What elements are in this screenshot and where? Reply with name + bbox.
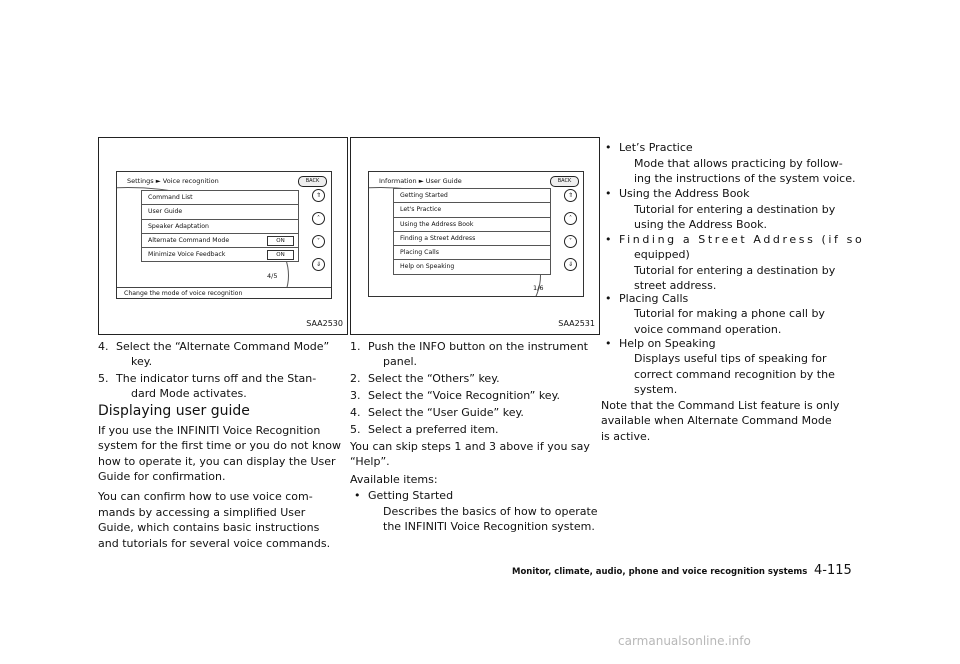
bullet-icon: • <box>605 141 612 154</box>
menu-item-lets-practice: Let's Practice <box>393 202 551 216</box>
page-up-icon: ⇑ <box>564 189 577 202</box>
step-text: The indicator turns off and the Stan- <box>116 372 317 385</box>
paragraph-line: how to operate it, you can display the User <box>98 455 336 468</box>
step-number: 1. <box>350 340 361 353</box>
bullet-desc: Tutorial for entering a destination by <box>634 203 836 216</box>
bullet-icon: • <box>605 187 612 200</box>
bullet-desc: Describes the basics of how to operate <box>383 505 598 518</box>
bullet-icon: • <box>354 489 361 502</box>
status-bar: Change the mode of voice recognition <box>117 287 331 298</box>
bullet-title: Using the Address Book <box>619 187 750 200</box>
screen-header: Settings ► Voice recognition <box>127 177 219 185</box>
figure-label: SAA2530 <box>306 319 343 328</box>
screen-display <box>368 171 584 297</box>
screen-display <box>116 171 332 299</box>
screen-header: Information ► User Guide <box>379 177 462 185</box>
page-indicator: 4/5 <box>267 272 278 280</box>
step-text: Select the “Alternate Command Mode” <box>116 340 330 353</box>
figure-voice-recognition-settings <box>98 137 348 335</box>
footer-section-title: Monitor, climate, audio, phone and voice recognition systems <box>512 567 808 577</box>
page-indicator: 1/6 <box>533 284 544 292</box>
bullet-title: Help on Speaking <box>619 337 716 350</box>
step-number: 2. <box>350 372 361 385</box>
step-text: panel. <box>383 355 418 368</box>
paragraph-line: “Help”. <box>350 455 390 468</box>
bullet-title: Placing Calls <box>619 292 689 305</box>
step-text: Select a preferred item. <box>368 423 499 436</box>
menu-item-finding-street-address: Finding a Street Address <box>393 231 551 245</box>
bullet-title: Finding a Street Address (if so <box>619 233 865 246</box>
paragraph-line: Guide for confirmation. <box>98 470 226 483</box>
step-number: 3. <box>350 389 361 402</box>
menu-list <box>141 190 299 262</box>
bullet-desc: Tutorial for making a phone call by <box>634 307 825 320</box>
scroll-buttons <box>564 189 578 281</box>
paragraph-line: system for the first time or you do not know <box>98 439 342 452</box>
bullet-desc: ing the instructions of the system voice. <box>634 172 856 185</box>
paragraph-line: and tutorials for several voice commands. <box>98 537 331 550</box>
step-text: dard Mode activates. <box>131 387 247 400</box>
bullet-desc: system. <box>634 383 678 396</box>
page-down-icon: ⇓ <box>564 258 577 271</box>
note-line: is active. <box>601 430 651 443</box>
bullet-title: equipped) <box>634 248 690 261</box>
paragraph-line: mands by accessing a simplified User <box>98 506 306 519</box>
bullet-desc: correct command recognition by the <box>634 368 835 381</box>
note-line: available when Alternate Command Mode <box>601 414 832 427</box>
step-number: 4. <box>350 406 361 419</box>
page-down-icon: ⇓ <box>312 258 325 271</box>
watermark: carmanualsonline.info <box>618 634 751 648</box>
bullet-desc: Tutorial for entering a destination by <box>634 264 836 277</box>
scroll-up-icon: ˄ <box>312 212 325 225</box>
menu-item-speaker-adaptation: Speaker Adaptation <box>141 219 299 233</box>
back-button: BACK <box>550 176 579 187</box>
menu-item-minimize-voice-feedback: Minimize Voice Feedback ON <box>141 247 299 262</box>
figure-user-guide <box>350 137 600 335</box>
section-heading: Displaying user guide <box>98 403 250 419</box>
step-text: Select the “Others” key. <box>368 372 500 385</box>
menu-item-using-address-book: Using the Address Book <box>393 217 551 231</box>
step-text: key. <box>131 355 153 368</box>
menu-item-alternate-command-mode: Alternate Command Mode ON <box>141 233 299 247</box>
step-number: 5. <box>98 372 109 385</box>
menu-item-command-list: Command List <box>141 190 299 204</box>
available-items-label: Available items: <box>350 473 438 486</box>
step-text: Select the “User Guide” key. <box>368 406 524 419</box>
step-number: 4. <box>98 340 109 353</box>
scroll-down-icon: ˅ <box>312 235 325 248</box>
bullet-desc: street address. <box>634 279 717 292</box>
paragraph-line: If you use the INFINITI Voice Recognition <box>98 424 321 437</box>
menu-item-help-on-speaking: Help on Speaking <box>393 259 551 274</box>
bullet-title: Let’s Practice <box>619 141 693 154</box>
on-indicator: ON <box>267 250 294 260</box>
step-number: 5. <box>350 423 361 436</box>
scroll-buttons <box>312 189 326 281</box>
bullet-desc: Displays useful tips of speaking for <box>634 352 827 365</box>
bullet-icon: • <box>605 292 612 305</box>
bullet-icon: • <box>605 337 612 350</box>
page-number: 4-115 <box>814 563 852 578</box>
on-indicator: ON <box>267 236 294 246</box>
scroll-down-icon: ˅ <box>564 235 577 248</box>
bullet-icon: • <box>605 233 612 246</box>
paragraph-line: You can skip steps 1 and 3 above if you say <box>350 440 590 453</box>
menu-item-placing-calls: Placing Calls <box>393 245 551 259</box>
back-button: BACK <box>298 176 327 187</box>
bullet-desc: the INFINITI Voice Recognition system. <box>383 520 595 533</box>
bullet-desc: voice command operation. <box>634 323 782 336</box>
paragraph-line: You can confirm how to use voice com- <box>98 490 313 503</box>
bullet-desc: using the Address Book. <box>634 218 767 231</box>
page-up-icon: ⇑ <box>312 189 325 202</box>
bullet-title: Getting Started <box>368 489 454 502</box>
step-text: Push the INFO button on the instrument <box>368 340 588 353</box>
menu-item-getting-started: Getting Started <box>393 188 551 202</box>
paragraph-line: Guide, which contains basic instructions <box>98 521 320 534</box>
menu-item-user-guide: User Guide <box>141 204 299 218</box>
menu-list <box>393 188 551 275</box>
figure-label: SAA2531 <box>558 319 595 328</box>
note-line: Note that the Command List feature is only <box>601 399 840 412</box>
step-text: Select the “Voice Recognition” key. <box>368 389 561 402</box>
scroll-up-icon: ˄ <box>564 212 577 225</box>
bullet-desc: Mode that allows practicing by follow- <box>634 157 843 170</box>
